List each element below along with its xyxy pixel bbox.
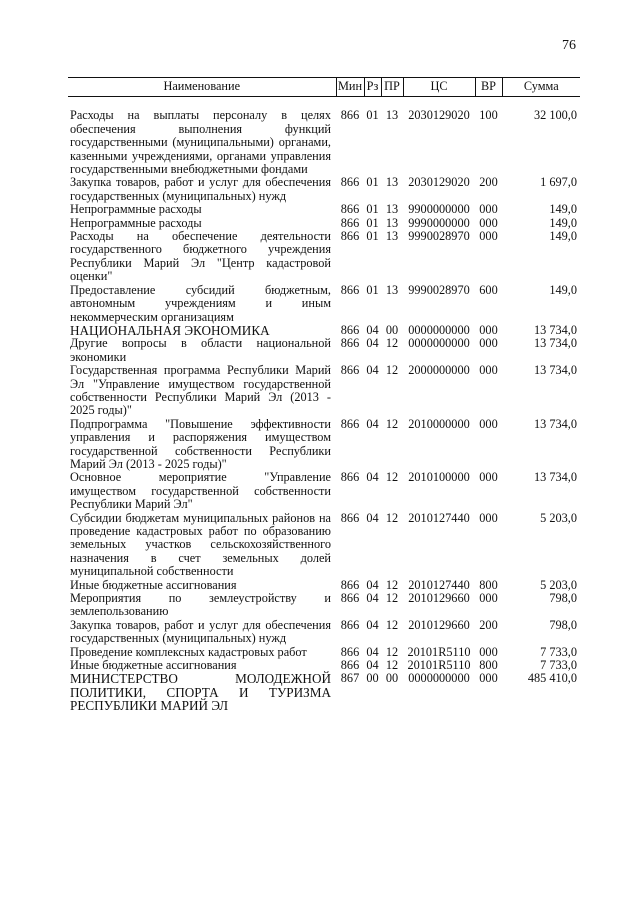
cell-rz: 04: [366, 644, 379, 659]
cell-rz: 04: [366, 591, 379, 606]
table-row: [68, 471, 580, 511]
cell-sum: 798,0: [549, 617, 577, 632]
cell-min: 866: [340, 108, 360, 123]
cell-pr: 12: [385, 577, 399, 592]
cell-cs: 2030129020: [408, 108, 470, 123]
cell-pr: 12: [385, 363, 399, 378]
table-row: [68, 203, 580, 216]
cell-vr: 000: [479, 363, 498, 378]
cell-min: 866: [340, 215, 360, 230]
cell-min: 866: [340, 282, 360, 297]
cell-rz: 01: [366, 215, 379, 230]
cell-sum: 5 203,0: [540, 510, 577, 525]
cell-pr: 13: [385, 282, 399, 297]
cell-sum: 13 734,0: [533, 470, 577, 485]
budget-table: [68, 77, 580, 713]
cell-rz: 04: [366, 336, 379, 351]
table-row: [68, 619, 580, 646]
table-row: [68, 592, 580, 619]
cell-rz: 04: [366, 322, 379, 337]
page-number: 76: [562, 38, 576, 53]
cell-pr: 12: [385, 658, 399, 673]
cell-min: 866: [340, 591, 360, 606]
header-cs: ЦС: [403, 78, 475, 97]
cell-pr: 12: [385, 644, 399, 659]
cell-name: Иные бюджетные ассигнования: [70, 658, 237, 673]
table-row: [68, 418, 580, 472]
cell-cs: 2010100000: [408, 470, 470, 485]
table-row: [68, 646, 580, 659]
cell-min: 866: [340, 322, 360, 337]
cell-vr: 100: [479, 108, 498, 123]
cell-vr: 000: [479, 644, 498, 659]
cell-cs: 2010000000: [408, 416, 470, 431]
cell-name: Мероприятия по землеустройству и землепользованию: [70, 591, 331, 619]
cell-vr: 200: [479, 617, 498, 632]
cell-cs: 9900000000: [408, 202, 470, 217]
table-row: [68, 364, 580, 418]
cell-rz: 04: [366, 470, 379, 485]
cell-name: Предоставление субсидий бюджетным, автономным учреждениям и иным некоммерческим организациям: [70, 282, 331, 324]
cell-rz: 04: [366, 510, 379, 525]
header-rz: Рз: [364, 78, 381, 97]
cell-min: 866: [340, 336, 360, 351]
cell-sum: 149,0: [549, 229, 577, 244]
cell-sum: 13 734,0: [533, 416, 577, 431]
cell-cs: 2010127440: [408, 577, 470, 592]
cell-cs: 2000000000: [408, 363, 470, 378]
table-row: [68, 217, 580, 230]
cell-cs: 0000000000: [408, 322, 470, 337]
cell-rz: 01: [366, 175, 379, 190]
cell-name: Закупка товаров, работ и услуг для обеспечения государственных (муниципальных) нужд: [70, 175, 331, 203]
cell-name: Подпрограмма "Повышение эффективности управления и распоряжения имуществом государственной собственности Республики Марий Эл (2013 - 2025 годы)": [70, 416, 331, 471]
cell-cs: 0000000000: [408, 671, 470, 686]
cell-min: 866: [340, 658, 360, 673]
cell-min: 867: [340, 671, 360, 686]
cell-rz: 01: [366, 202, 379, 217]
table-row: [68, 512, 580, 579]
cell-vr: 000: [479, 215, 498, 230]
cell-sum: 149,0: [549, 215, 577, 230]
cell-pr: 12: [385, 336, 399, 351]
cell-cs: 2030129020: [408, 175, 470, 190]
cell-pr: 12: [385, 510, 399, 525]
cell-vr: 000: [479, 322, 498, 337]
cell-cs: 2010129660: [408, 617, 470, 632]
cell-cs: 0000000000: [408, 336, 470, 351]
cell-cs: 20101R5110: [407, 658, 471, 673]
table-body: [68, 97, 580, 713]
cell-name: Непрограммные расходы: [70, 202, 202, 217]
cell-vr: 600: [479, 282, 498, 297]
cell-cs: 9990000000: [408, 215, 470, 230]
cell-min: 866: [340, 577, 360, 592]
header-sum: Сумма: [502, 78, 580, 97]
cell-pr: 12: [385, 416, 399, 431]
cell-rz: 01: [366, 229, 379, 244]
cell-min: 866: [340, 644, 360, 659]
cell-rz: 01: [366, 282, 379, 297]
cell-vr: 000: [479, 510, 498, 525]
table-row: [68, 672, 580, 712]
header-name: Наименование: [68, 78, 336, 97]
cell-sum: 149,0: [549, 282, 577, 297]
cell-vr: 000: [479, 671, 498, 686]
cell-rz: 04: [366, 658, 379, 673]
table-row: [68, 284, 580, 324]
cell-min: 866: [340, 229, 360, 244]
cell-name: Субсидии бюджетам муниципальных районов на проведение кадастровых работ по образованию земельных участков сельскохозяйственного назначения в счет земельных долей муниципальной собственности: [70, 510, 331, 579]
cell-cs: 2010127440: [408, 510, 470, 525]
cell-sum: 13 734,0: [533, 336, 577, 351]
cell-vr: 000: [479, 416, 498, 431]
cell-min: 866: [340, 416, 360, 431]
cell-vr: 800: [479, 658, 498, 673]
cell-name: Непрограммные расходы: [70, 215, 202, 230]
header-min: Мин: [336, 78, 364, 97]
cell-pr: 13: [385, 215, 399, 230]
cell-vr: 000: [479, 202, 498, 217]
cell-sum: 149,0: [549, 202, 577, 217]
cell-rz: 04: [366, 416, 379, 431]
cell-name: Государственная программа Республики Марий Эл "Управление имуществом государственной собственности Республики Марий Эл (2013 - 2025 годы)": [70, 363, 331, 418]
table-row: [68, 324, 580, 337]
cell-sum: 798,0: [549, 591, 577, 606]
cell-name: Основное мероприятие "Управление имуществом государственной собственности Республики Марий Эл": [70, 470, 331, 512]
cell-vr: 800: [479, 577, 498, 592]
cell-name: Расходы на выплаты персоналу в целях обеспечения выполнения функций государственными (муниципальными) органами, казенными учреждениями, органами управления государственными внебюджетными фондами: [70, 108, 331, 177]
cell-sum: 32 100,0: [533, 108, 577, 123]
cell-vr: 200: [479, 175, 498, 190]
table-row: [68, 230, 580, 284]
cell-sum: 1 697,0: [540, 175, 577, 190]
cell-min: 866: [340, 617, 360, 632]
cell-name: Иные бюджетные ассигнования: [70, 577, 237, 592]
table-row: [68, 659, 580, 672]
cell-sum: 13 734,0: [533, 363, 577, 378]
cell-name: Расходы на обеспечение деятельности государственного бюджетного учреждения Республики Марий Эл "Центр кадастровой оценки": [70, 229, 331, 284]
cell-sum: 7 733,0: [540, 644, 577, 659]
cell-rz: 04: [366, 617, 379, 632]
cell-name: НАЦИОНАЛЬНАЯ ЭКОНОМИКА: [70, 322, 270, 338]
table-header-row: [68, 78, 580, 97]
cell-min: 866: [340, 202, 360, 217]
cell-vr: 000: [479, 591, 498, 606]
header-pr: ПР: [381, 78, 403, 97]
cell-vr: 000: [479, 470, 498, 485]
cell-min: 866: [340, 175, 360, 190]
cell-min: 866: [340, 470, 360, 485]
cell-name: Проведение комплексных кадастровых работ: [70, 644, 307, 659]
cell-pr: 00: [385, 671, 399, 686]
table-row: [68, 579, 580, 592]
cell-name: МИНИСТЕРСТВО МОЛОДЕЖНОЙ ПОЛИТИКИ, СПОРТА И ТУРИЗМА РЕСПУБЛИКИ МАРИЙ ЭЛ: [70, 671, 331, 714]
cell-min: 866: [340, 363, 360, 378]
cell-cs: 20101R5110: [407, 644, 471, 659]
table-row: [68, 337, 580, 364]
cell-pr: 12: [385, 617, 399, 632]
cell-pr: 13: [385, 202, 399, 217]
cell-rz: 04: [366, 363, 379, 378]
table-row: [68, 97, 580, 177]
cell-cs: 9990028970: [408, 282, 470, 297]
cell-rz: 00: [366, 671, 379, 686]
cell-pr: 12: [385, 591, 399, 606]
cell-cs: 2010129660: [408, 591, 470, 606]
cell-pr: 00: [385, 322, 399, 337]
table-row: [68, 176, 580, 203]
header-vr: ВР: [475, 78, 502, 97]
cell-rz: 04: [366, 577, 379, 592]
cell-pr: 12: [385, 470, 399, 485]
cell-rz: 01: [366, 108, 379, 123]
cell-sum: 7 733,0: [540, 658, 577, 673]
cell-name: Другие вопросы в области национальной экономики: [70, 336, 331, 364]
cell-sum: 5 203,0: [540, 577, 577, 592]
cell-sum: 13 734,0: [533, 322, 577, 337]
cell-min: 866: [340, 510, 360, 525]
cell-pr: 13: [385, 108, 399, 123]
cell-pr: 13: [385, 175, 399, 190]
cell-pr: 13: [385, 229, 399, 244]
cell-vr: 000: [479, 336, 498, 351]
cell-cs: 9990028970: [408, 229, 470, 244]
cell-name: Закупка товаров, работ и услуг для обеспечения государственных (муниципальных) нужд: [70, 617, 331, 646]
cell-sum: 485 410,0: [527, 671, 577, 686]
cell-vr: 000: [479, 229, 498, 244]
